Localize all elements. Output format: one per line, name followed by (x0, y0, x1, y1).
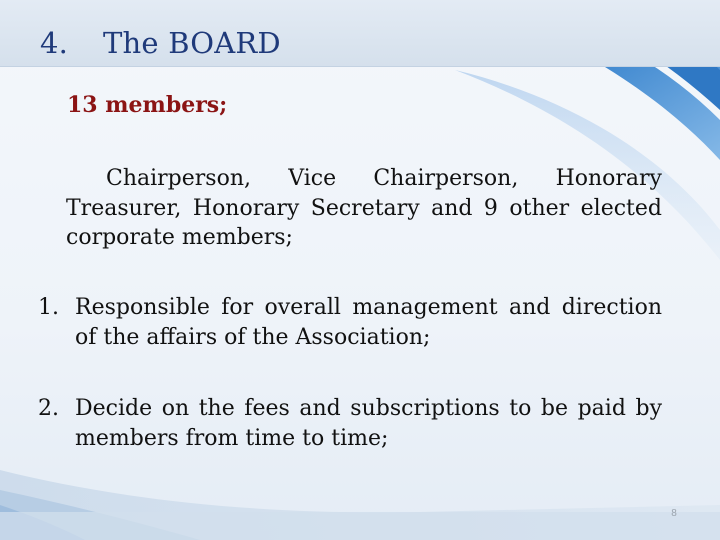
list-item-1 (38, 293, 662, 352)
title-text: The BOARD (103, 26, 281, 60)
members-paragraph: Chairperson, Vice Chairperson, Honorary Treasurer, Honorary Secretary and 9 other elected corporate members; (66, 166, 662, 250)
list-text-1: Responsible for overall management and direction of the affairs of the Association; (75, 295, 662, 350)
list-item-2 (38, 394, 662, 453)
list-marker-1: 1. (38, 295, 59, 320)
list-marker-2: 2. (38, 396, 59, 421)
list-text-2: Decide on the fees and subscriptions to be paid by members from time to time; (75, 396, 662, 451)
slide-title (40, 26, 281, 60)
title-number: 4. (40, 26, 69, 60)
page-number: 8 (671, 508, 677, 519)
subheading: 13 members; (67, 92, 228, 118)
